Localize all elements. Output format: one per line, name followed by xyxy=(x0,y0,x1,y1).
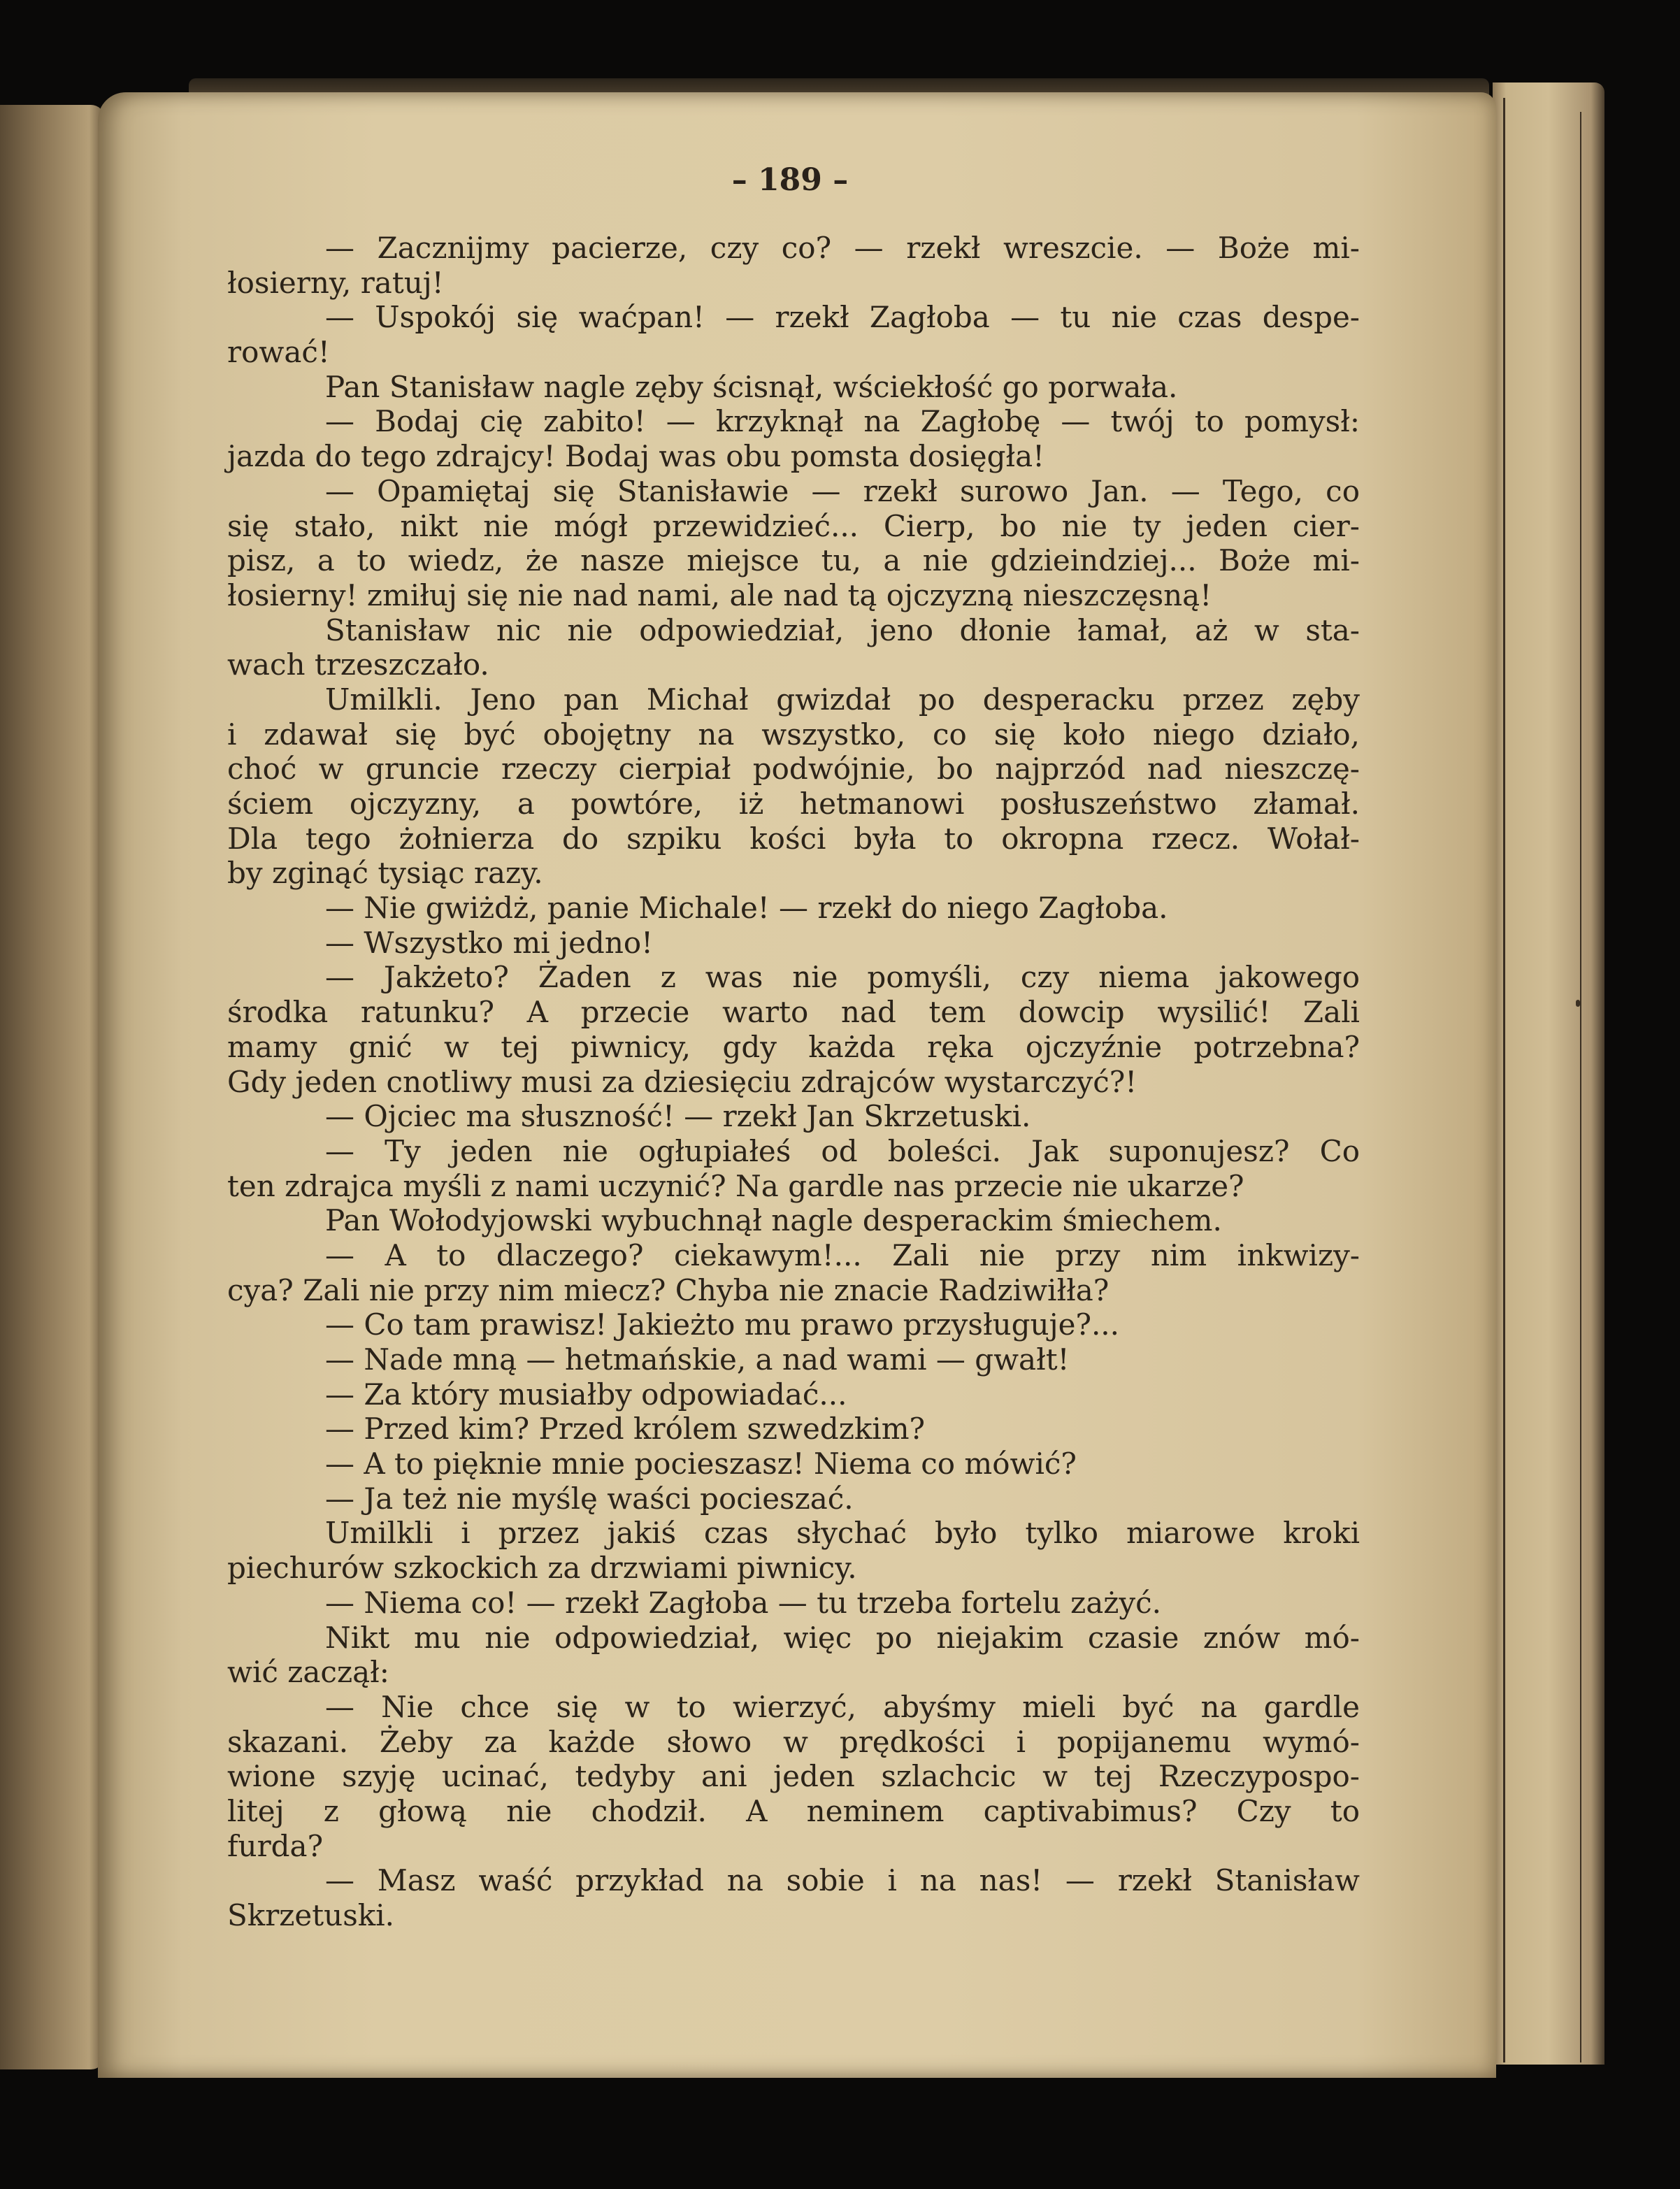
text-line: cya? Zali nie przy nim miecz? Chyba nie znacie Radziwiłła? xyxy=(227,1272,1110,1307)
page-stack-edge xyxy=(1493,82,1604,2065)
text-line: mamy gnić w tej piwnicy, gdy każda ręka ojczyźnie potrzebna? xyxy=(227,1029,1360,1064)
text-line: ten zdrajca myśli z nami uczynić? Na gardle nas przecie nie ukarze? xyxy=(227,1168,1244,1203)
page-edge-line xyxy=(1503,98,1505,2062)
previous-page-edge xyxy=(0,105,105,2069)
text-line: Dla tego żołnierza do szpiku kości była to okropna rzecz. Wołał- xyxy=(227,821,1360,856)
text-line: Nikt mu nie odpowiedział, więc po niejakim czasie znów mó- xyxy=(325,1620,1360,1655)
margin-mark xyxy=(1576,1000,1580,1007)
text-line: Umilkli. Jeno pan Michał gwizdał po desperacku przez zęby xyxy=(325,682,1360,717)
text-line: — Ty jeden nie ogłupiałeś od boleści. Jak suponujesz? Co xyxy=(325,1133,1360,1168)
text-line: środka ratunku? A przecie warto nad tem dowcip wysilić! Zali xyxy=(227,995,1360,1030)
text-line: pisz, a to wiedz, że nasze miejsce tu, a nie gdzieindziej... Boże mi- xyxy=(227,543,1360,578)
text-line: — Za który musiałby odpowiadać... xyxy=(325,1377,847,1412)
text-line: Gdy jeden cnotliwy musi za dziesięciu zdrajców wystarczyć?! xyxy=(227,1064,1137,1099)
page-number: – 189 – xyxy=(731,162,849,198)
page-text xyxy=(227,231,1360,1933)
text-line: — A to dlaczego? ciekawym!... Zali nie przy nim inkwizy- xyxy=(325,1237,1360,1272)
text-line: piechurów szkockich za drzwiami piwnicy. xyxy=(227,1551,857,1586)
text-line: Stanisław nic nie odpowiedział, jeno dłonie łamał, aż w sta- xyxy=(325,612,1360,647)
text-line: — Bodaj cię zabito! — krzyknął na Zagłobę — twój to pomysł: xyxy=(325,404,1360,439)
text-line: wić zaczął: xyxy=(227,1655,389,1690)
text-line: by zginąć tysiąc razy. xyxy=(227,856,543,891)
text-line: — Przed kim? Przed królem szwedzkim? xyxy=(325,1412,926,1447)
text-line: — Jakżeto? Żaden z was nie pomyśli, czy niema jakowego xyxy=(325,960,1360,995)
text-line: łosierny! zmiłuj się nie nad nami, ale nad tą ojczyzną nieszczęsną! xyxy=(227,577,1212,612)
text-line: — Ojciec ma słuszność! — rzekł Jan Skrzetuski. xyxy=(325,1099,1031,1134)
text-line: furda? xyxy=(227,1828,324,1863)
text-line: Pan Wołodyjowski wybuchnął nagle desperackim śmiechem. xyxy=(325,1203,1222,1238)
text-line: rować! xyxy=(227,335,330,370)
page-edge-line xyxy=(1580,112,1581,2062)
text-line: — Niema co! — rzekł Zagłoba — tu trzeba fortelu zażyć. xyxy=(325,1585,1161,1620)
text-line: — Ja też nie myślę waści pocieszać. xyxy=(325,1481,854,1516)
text-line: litej z głową nie chodził. A neminem captivabimus? Czy to xyxy=(227,1793,1360,1828)
text-line: Skrzetuski. xyxy=(227,1898,394,1932)
text-line: — Nie gwiżdż, panie Michale! — rzekł do niego Zagłoba. xyxy=(325,891,1168,926)
text-line: jazda do tego zdrajcy! Bodaj was obu pomsta dosięgła! xyxy=(227,439,1045,474)
text-line: skazani. Żeby za każde słowo w prędkości i popijanemu wymó- xyxy=(227,1724,1360,1759)
text-line: i zdawał się być obojętny na wszystko, co się koło niego działo, xyxy=(227,717,1360,752)
text-line: — Uspokój się waćpan! — rzekł Zagłoba — tu nie czas despe- xyxy=(325,300,1360,335)
text-line: Umilkli i przez jakiś czas słychać było tylko miarowe kroki xyxy=(325,1516,1360,1551)
text-line: ściem ojczyzny, a powtóre, iż hetmanowi posłuszeństwo złamał. xyxy=(227,787,1360,821)
text-line: łosierny, ratuj! xyxy=(227,265,444,300)
text-line: się stało, nikt nie mógł przewidzieć... Cierp, bo nie ty jeden cier- xyxy=(227,508,1360,543)
text-line: Pan Stanisław nagle zęby ścisnął, wściekłość go porwała. xyxy=(325,369,1178,404)
text-line: — Nade mną — hetmańskie, a nad wami — gwałt! xyxy=(325,1342,1070,1377)
text-line: — Opamiętaj się Stanisławie — rzekł surowo Jan. — Tego, co xyxy=(325,473,1360,508)
text-line: — Co tam prawisz! Jakieżto mu prawo przysługuje?... xyxy=(325,1307,1120,1342)
text-line: — Zacznijmy pacierze, czy co? — rzekł wreszcie. — Boże mi- xyxy=(325,231,1360,265)
text-line: — Masz waść przykład na sobie i na nas! — rzekł Stanisław xyxy=(325,1863,1360,1898)
text-line: wach trzeszczało. xyxy=(227,647,489,682)
text-line: — Nie chce się w to wierzyć, abyśmy mieli być na gardle xyxy=(325,1689,1360,1724)
text-line: — Wszystko mi jedno! xyxy=(325,925,654,960)
text-line: choć w gruncie rzeczy cierpiał podwójnie, bo najprzód nad nieszczę- xyxy=(227,752,1360,787)
text-line: wione szyję ucinać, tedyby ani jeden szlachcic w tej Rzeczypospo- xyxy=(227,1759,1360,1794)
text-line: — A to pięknie mnie pocieszasz! Niema co mówić? xyxy=(325,1447,1077,1481)
